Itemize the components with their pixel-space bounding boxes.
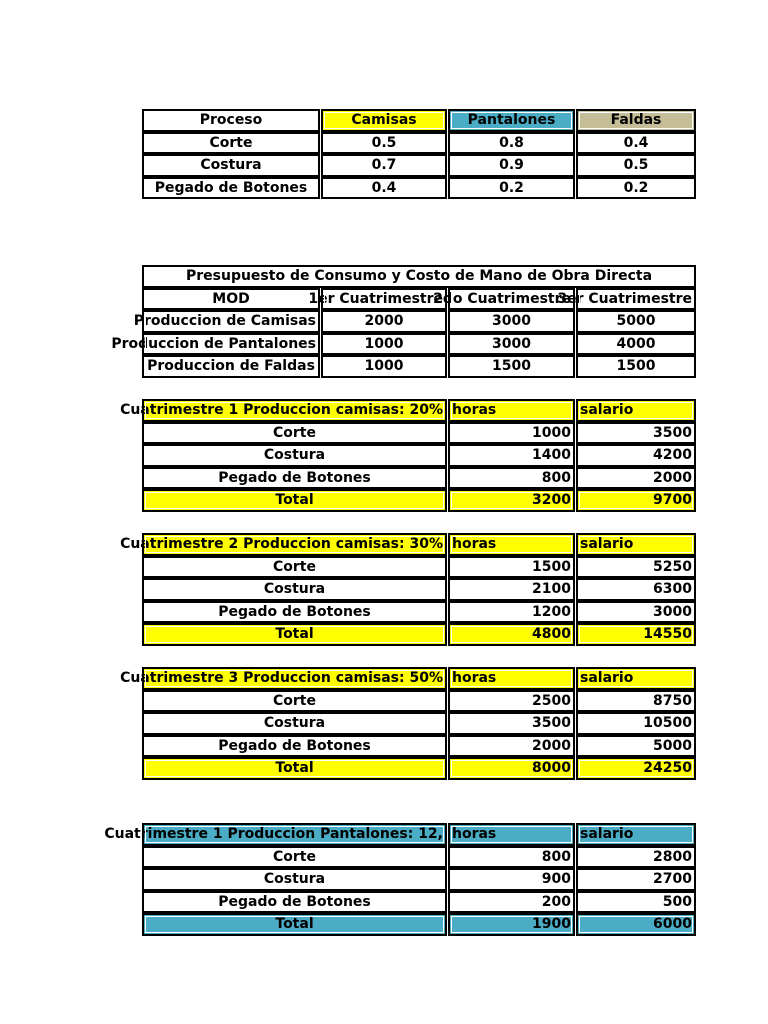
detail-table-pantalones-q1: [104, 823, 696, 936]
budget-value-cell[interactable]: 4000: [576, 333, 696, 356]
hours-cell[interactable]: 1400: [448, 444, 575, 467]
table-row: [111, 333, 696, 356]
table-row: [142, 891, 696, 914]
budget-table: [111, 265, 696, 378]
total-label[interactable]: Total: [142, 489, 447, 512]
rate-cell[interactable]: 0.8: [448, 132, 575, 155]
process-table: [142, 109, 696, 199]
total-salary[interactable]: 6000: [576, 913, 696, 936]
detail-header-row: [120, 399, 696, 422]
salary-cell[interactable]: 5250: [576, 556, 696, 579]
total-hours[interactable]: 8000: [448, 757, 575, 780]
total-salary[interactable]: 14550: [576, 623, 696, 646]
hours-cell[interactable]: 1200: [448, 601, 575, 624]
total-row: [142, 489, 696, 512]
process-name-cell[interactable]: Costura: [142, 868, 447, 891]
detail-title[interactable]: Cuatrimestre 1 Produccion Pantalones: 12,: [142, 823, 447, 846]
rate-cell[interactable]: 0.4: [321, 177, 447, 200]
budget-title-row: [142, 265, 696, 288]
salary-cell[interactable]: 500: [576, 891, 696, 914]
process-header-proceso[interactable]: Proceso: [142, 109, 320, 132]
budget-row-label[interactable]: Produccion de Camisas: [142, 310, 320, 333]
salary-cell[interactable]: 2700: [576, 868, 696, 891]
rate-cell[interactable]: 0.2: [448, 177, 575, 200]
total-row: [142, 623, 696, 646]
salary-header[interactable]: salario: [576, 399, 696, 422]
detail-title[interactable]: Cuatrimestre 2 Produccion camisas: 30%: [142, 533, 447, 556]
rate-cell[interactable]: 0.9: [448, 154, 575, 177]
table-row: [142, 154, 696, 177]
budget-header-mod[interactable]: MOD: [142, 288, 320, 311]
budget-value-cell[interactable]: 1500: [448, 355, 575, 378]
process-name-cell[interactable]: Costura: [142, 444, 447, 467]
budget-value-cell[interactable]: 3000: [448, 310, 575, 333]
table-row: [142, 712, 696, 735]
table-row: [142, 735, 696, 758]
budget-row-label[interactable]: Produccion de Faldas: [142, 355, 320, 378]
hours-header[interactable]: horas: [448, 667, 575, 690]
total-hours[interactable]: 3200: [448, 489, 575, 512]
detail-header-row: [120, 533, 696, 556]
budget-header-row: [142, 288, 696, 311]
process-name-cell[interactable]: Corte: [142, 690, 447, 713]
table-row: [142, 868, 696, 891]
hours-header[interactable]: horas: [448, 533, 575, 556]
detail-header-row: [104, 823, 696, 846]
process-name-cell[interactable]: Pegado de Botones: [142, 601, 447, 624]
rate-cell[interactable]: 0.5: [576, 154, 696, 177]
process-name-cell[interactable]: Pegado de Botones: [142, 177, 320, 200]
process-name-cell[interactable]: Corte: [142, 422, 447, 445]
hours-cell[interactable]: 1500: [448, 556, 575, 579]
total-row: [142, 757, 696, 780]
process-header-row: [142, 109, 696, 132]
detail-table-camisas-q1: [120, 399, 696, 512]
hours-cell[interactable]: 800: [448, 467, 575, 490]
detail-table-camisas-q3: [120, 667, 696, 780]
process-name-cell[interactable]: Corte: [142, 846, 447, 869]
total-hours[interactable]: 4800: [448, 623, 575, 646]
hours-cell[interactable]: 800: [448, 846, 575, 869]
budget-title[interactable]: Presupuesto de Consumo y Costo de Mano de Obra Directa: [142, 265, 696, 288]
budget-value-cell[interactable]: 1000: [321, 355, 447, 378]
hours-cell[interactable]: 900: [448, 868, 575, 891]
process-name-cell[interactable]: Pegado de Botones: [142, 735, 447, 758]
hours-cell[interactable]: 3500: [448, 712, 575, 735]
total-label[interactable]: Total: [142, 623, 447, 646]
salary-cell[interactable]: 3000: [576, 601, 696, 624]
table-row: [142, 690, 696, 713]
total-row: [142, 913, 696, 936]
hours-cell[interactable]: 2000: [448, 735, 575, 758]
table-row: [142, 422, 696, 445]
process-header-pantalones[interactable]: Pantalones: [448, 109, 575, 132]
table-row: [142, 601, 696, 624]
process-name-cell[interactable]: Corte: [142, 556, 447, 579]
salary-cell[interactable]: 5000: [576, 735, 696, 758]
salary-header[interactable]: salario: [576, 533, 696, 556]
salary-header[interactable]: salario: [576, 667, 696, 690]
rate-cell[interactable]: 0.2: [576, 177, 696, 200]
salary-cell[interactable]: 4200: [576, 444, 696, 467]
process-header-camisas[interactable]: Camisas: [321, 109, 447, 132]
table-row: [133, 310, 696, 333]
table-row: [142, 177, 696, 200]
hours-header[interactable]: horas: [448, 823, 575, 846]
process-name-cell[interactable]: Pegado de Botones: [142, 467, 447, 490]
hours-cell[interactable]: 200: [448, 891, 575, 914]
detail-header-row: [120, 667, 696, 690]
budget-value-cell[interactable]: 1000: [321, 333, 447, 356]
process-name-cell[interactable]: Costura: [142, 154, 320, 177]
detail-title[interactable]: Cuatrimestre 3 Produccion camisas: 50%: [142, 667, 447, 690]
salary-cell[interactable]: 6300: [576, 578, 696, 601]
budget-value-cell[interactable]: 5000: [576, 310, 696, 333]
rate-cell[interactable]: 0.4: [576, 132, 696, 155]
process-name-cell[interactable]: Pegado de Botones: [142, 891, 447, 914]
rate-cell[interactable]: 0.5: [321, 132, 447, 155]
table-row: [142, 355, 696, 378]
total-label[interactable]: Total: [142, 913, 447, 936]
hours-header[interactable]: horas: [448, 399, 575, 422]
budget-value-cell[interactable]: 2000: [321, 310, 447, 333]
rate-cell[interactable]: 0.7: [321, 154, 447, 177]
total-salary[interactable]: 24250: [576, 757, 696, 780]
total-hours[interactable]: 1900: [448, 913, 575, 936]
table-row: [142, 132, 696, 155]
total-label[interactable]: Total: [142, 757, 447, 780]
table-row: [142, 846, 696, 869]
process-name-cell[interactable]: Costura: [142, 578, 447, 601]
table-row: [142, 444, 696, 467]
table-row: [142, 467, 696, 490]
hours-cell[interactable]: 2500: [448, 690, 575, 713]
table-row: [142, 578, 696, 601]
hours-cell[interactable]: 2100: [448, 578, 575, 601]
budget-header-q2[interactable]: 2do Cuatrimestre: [448, 288, 575, 311]
process-header-faldas[interactable]: Faldas: [576, 109, 696, 132]
process-name-cell[interactable]: Corte: [142, 132, 320, 155]
salary-cell[interactable]: 2000: [576, 467, 696, 490]
budget-value-cell[interactable]: 1500: [576, 355, 696, 378]
detail-title[interactable]: Cuatrimestre 1 Produccion camisas: 20%: [142, 399, 447, 422]
budget-header-q1[interactable]: 1er Cuatrimestre: [321, 288, 447, 311]
budget-value-cell[interactable]: 3000: [448, 333, 575, 356]
budget-row-label[interactable]: Produccion de Pantalones: [142, 333, 320, 356]
salary-cell[interactable]: 3500: [576, 422, 696, 445]
salary-header[interactable]: salario: [576, 823, 696, 846]
salary-cell[interactable]: 2800: [576, 846, 696, 869]
total-salary[interactable]: 9700: [576, 489, 696, 512]
table-row: [142, 556, 696, 579]
process-name-cell[interactable]: Costura: [142, 712, 447, 735]
detail-table-camisas-q2: [120, 533, 696, 646]
hours-cell[interactable]: 1000: [448, 422, 575, 445]
salary-cell[interactable]: 8750: [576, 690, 696, 713]
salary-cell[interactable]: 10500: [576, 712, 696, 735]
budget-header-q3[interactable]: 3er Cuatrimestre: [576, 288, 696, 311]
